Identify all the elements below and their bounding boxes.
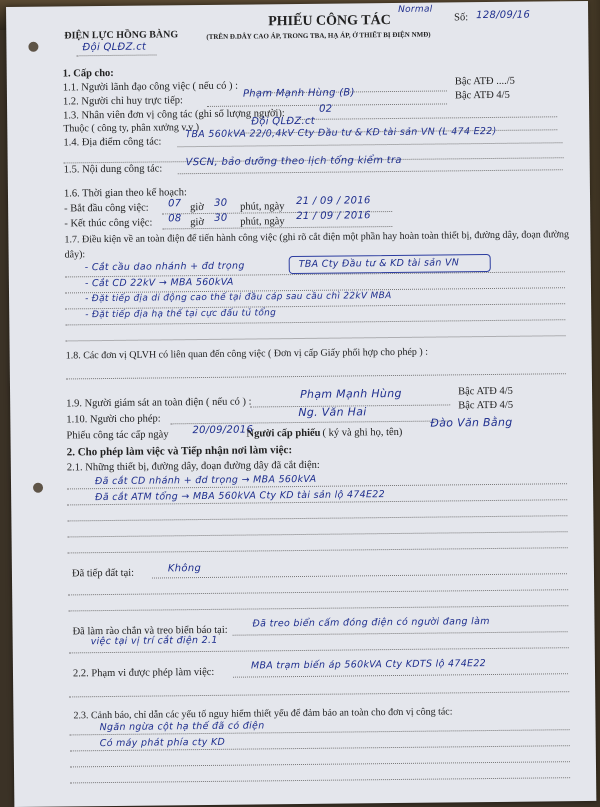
fence-label: Đã làm rào chắn và treo biển báo tại:	[72, 624, 228, 638]
grounded-value: Không	[167, 563, 202, 575]
minute-date-label: phút, ngày	[240, 216, 285, 228]
punch-hole	[28, 42, 38, 52]
start-minute: 30	[214, 197, 228, 209]
condition-3: - Đặt tiếp địa di động cao thế tại đầu cáp sau cầu chì 22kV MBA	[85, 291, 392, 305]
de-energized-label: 2.1. Những thiết bị, đường dây, đoạn đường dây đã cắt điện:	[66, 459, 320, 474]
fence-value: Đã treo biển cấm đóng điện có người đang làm	[252, 616, 490, 630]
supervisor-grade: Bậc ATĐ 4/5	[458, 385, 513, 398]
number-label: Số:	[454, 12, 469, 24]
start-label: - Bắt đầu công việc:	[64, 202, 149, 215]
dotted-line	[68, 547, 568, 553]
location-value: TBA 560kVA 22/0,4kV Cty Đầu tư & KD tài sản VN (L 474 E22)	[185, 125, 497, 141]
punch-hole	[33, 483, 43, 493]
section-1-heading: 1. Cấp cho:	[62, 67, 114, 80]
dotted-line	[70, 777, 570, 783]
issued-date: 20/09/2016	[192, 424, 254, 437]
dotted-line	[177, 142, 562, 147]
dotted-line	[233, 673, 568, 678]
fence-value-2: việc tại vị trí cắt điện 2.1	[90, 634, 218, 648]
permitter-value: Ng. Văn Hai	[298, 405, 367, 420]
work-scope-label: 2.2. Phạm vi được phép làm việc:	[72, 666, 215, 680]
unit-value: Đội QLĐZ.ct	[251, 115, 316, 128]
permit-number: 128/09/16	[476, 9, 531, 22]
org-name: ĐIỆN LỰC HỒNG BÀNG	[64, 29, 179, 42]
section-2-heading: 2. Cho phép làm việc và Tiếp nhận nơi làm việc:	[66, 444, 293, 459]
leader-grade: Bậc ATĐ ..../5	[454, 75, 515, 88]
org-unit-handwritten: Đội QLĐZ.ct	[82, 41, 147, 54]
start-date: 21 / 09 / 2016	[296, 195, 371, 208]
dotted-line	[68, 531, 568, 537]
schedule-heading: 1.6. Thời gian theo kế hoạch:	[63, 187, 187, 200]
end-minute: 30	[214, 212, 228, 224]
issuer-note: ( ký và ghi họ, tên)	[322, 426, 403, 439]
permitter-grade: Bậc ATĐ 4/5	[458, 399, 514, 412]
warning-2: Có máy phát phía cty KD	[99, 736, 226, 750]
location-label: 1.4. Địa điểm công tác:	[63, 136, 162, 149]
dotted-line	[178, 169, 563, 174]
warnings-label: 2.3. Cảnh báo, chỉ dẫn các yếu tố nguy hiểm thiết yếu để đảm bảo an toàn cho đơn vị công tác:	[73, 706, 453, 722]
dotted-line	[170, 420, 450, 424]
staff-count: 02	[319, 103, 333, 115]
dotted-line	[152, 573, 567, 578]
minute-date-label: phút, ngày	[240, 201, 285, 213]
content-label: 1.5. Nội dung công tác:	[63, 163, 163, 176]
hour-label: giờ	[190, 216, 205, 229]
permitter-label: 1.10. Người cho phép:	[66, 413, 161, 426]
warning-1: Ngăn ngừa cột hạ thế đã có điện	[99, 720, 265, 734]
issued-date-label: Phiếu công tác cấp ngày	[66, 429, 169, 442]
start-hour: 07	[168, 198, 182, 210]
dotted-line	[68, 589, 568, 595]
condition-box-text: TBA Cty Đầu tư & KD tài sản VN	[298, 257, 460, 270]
corner-note: Normal	[398, 4, 433, 15]
unit-label: Thuộc ( công ty, phân xưởng v.v )	[63, 122, 200, 135]
issuer-label: Người cấp phiếu	[246, 427, 321, 440]
dotted-line	[70, 761, 570, 767]
condition-4: - Đặt tiếp địa hạ thế tại cực đấu tủ tổng	[85, 308, 277, 321]
content-value: VSCN, bảo dưỡng theo lịch tổng kiểm tra	[185, 154, 402, 169]
end-hour: 08	[168, 213, 182, 225]
supervisor-label: 1.9. Người giám sát an toàn điện ( nếu có ) :	[66, 396, 252, 410]
work-scope-value: MBA trạm biến áp 560kVA Cty KDTS lộ 474E22	[250, 658, 487, 672]
de-energized-2: Đã cắt ATM tổng → MBA 560kVA Cty KD tài sản lộ 474E22	[95, 489, 386, 504]
de-energized-1: Đã cắt CD nhánh + đd trọng → MBA 560kVA	[94, 473, 317, 488]
dotted-line	[69, 647, 569, 653]
commander-value: Phạm Mạnh Hùng (B)	[242, 87, 355, 100]
safety-conditions-label: 1.7. Điều kiện về an toàn điện để tiến hành công việc (ghi rõ cắt điện một phần hay hoàn toàn thiết bị, đường dây, đoạn đường dây):	[64, 229, 570, 261]
grounded-label: Đã tiếp đất tại:	[71, 567, 135, 580]
dotted-line	[66, 335, 566, 341]
end-date: 21 / 09 / 2016	[296, 210, 371, 223]
form-subtitle: (TRÊN Đ.DÂY CAO ÁP, TRONG TBA, HẠ ÁP, Ở THIẾT BỊ ĐIỆN NMĐ)	[206, 30, 431, 41]
issuer-signature: Đào Văn Bằng	[430, 415, 513, 430]
commander-label: 1.2. Người chỉ huy trực tiếp:	[62, 95, 183, 108]
end-label: - Kết thúc công việc:	[64, 217, 153, 230]
dotted-line	[65, 303, 565, 309]
dotted-line	[67, 515, 567, 521]
dotted-line	[65, 319, 565, 325]
condition-1: - Cắt cầu dao nhánh + đd trọng	[84, 260, 245, 274]
dotted-line	[68, 605, 568, 611]
work-permit-sheet	[6, 1, 596, 807]
dotted-line	[69, 691, 569, 697]
hour-label: giờ	[190, 201, 204, 214]
supervisor-value: Phạm Mạnh Hùng	[300, 386, 402, 401]
dotted-line	[77, 54, 157, 56]
dotted-line	[233, 631, 568, 636]
qlvh-units-label: 1.8. Các đơn vị QLVH có liên quan đến công việc ( Đơn vị cấp Giấy phối hợp cho phép ) :	[65, 346, 429, 362]
form-title: PHIẾU CÔNG TÁC	[268, 13, 391, 30]
leader-label: 1.1. Người lãnh đạo công việc ( nếu có ) :	[62, 80, 239, 94]
dotted-line	[66, 373, 566, 379]
condition-2: - Cắt CD 22kV → MBA 560kVA	[84, 276, 234, 290]
commander-grade: Bậc ATĐ 4/5	[454, 89, 510, 102]
dotted-line	[297, 116, 557, 120]
staff-label: 1.3. Nhân viên đơn vị công tác (ghi số lượng người):	[63, 108, 285, 122]
